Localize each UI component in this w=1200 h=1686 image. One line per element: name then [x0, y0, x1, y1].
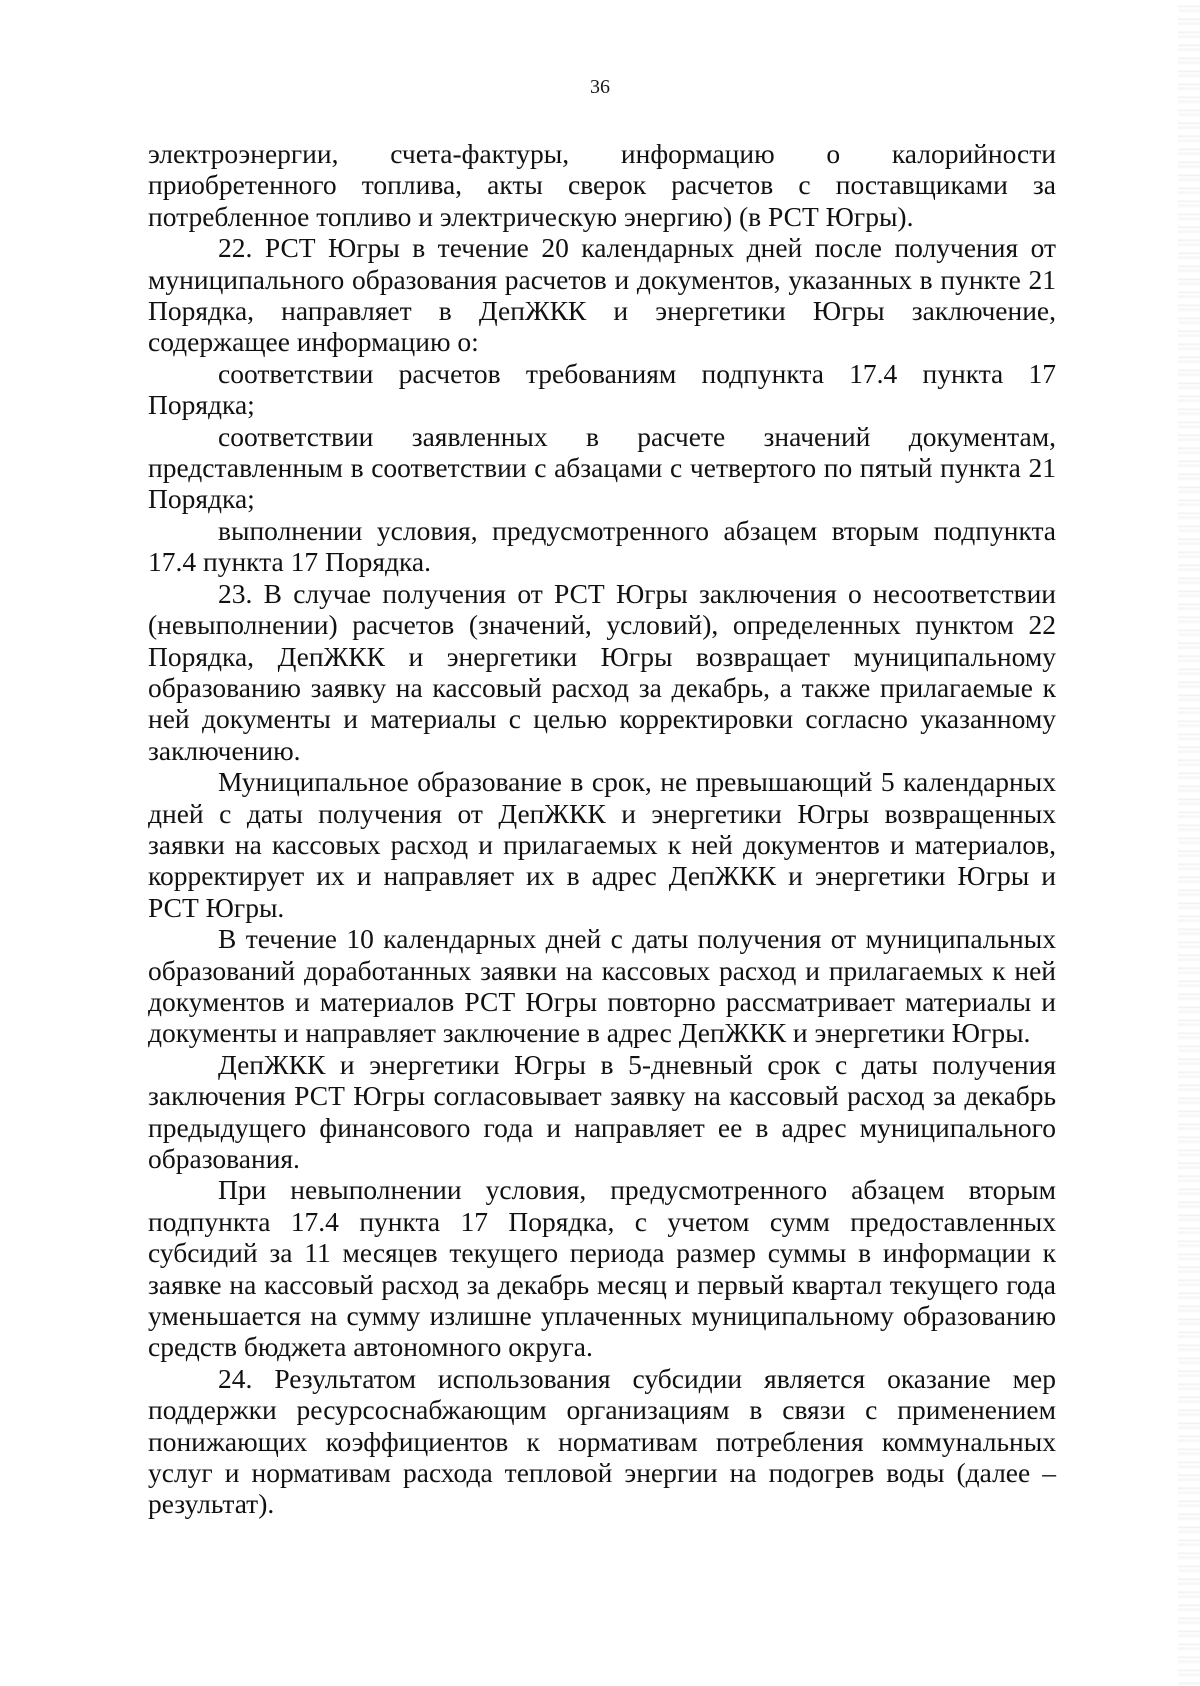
- paragraph-repeat-review: В течение 10 календарных дней с даты получения от муниципальных образований доработанных заявки на кассовых расход и прилагаемых к ней документов и материалов РСТ Югры повторно рассматривает материалы и документы и направляет заключение в адрес ДепЖКК и энергетики Югры.: [148, 923, 1056, 1049]
- page-number: 36: [590, 76, 610, 98]
- paragraph-conformity-values: соответствии заявленных в расчете значений документам, представленным в соответствии с абзацами с четвертого по пятый пункта 21 Порядка;: [148, 420, 1056, 515]
- paragraph-approval: ДепЖКК и энергетики Югры в 5-дневный срок с даты получения заключения РСТ Югры согласовывает заявку на кассовый расход за декабрь предыдущего финансового года и направляет ее в адрес муниципального образования.: [148, 1048, 1056, 1174]
- scan-edge: [1178, 0, 1200, 1686]
- paragraph-conformity-calculations: соответствии расчетов требованиям подпункта 17.4 пункта 17 Порядка;: [148, 357, 1056, 421]
- paragraph-continuation: электроэнергии, счета-фактуры, информацию о калорийности приобретенного топлива, акты сверок расчетов с поставщиками за потребленное топливо и электрическую энергию) (в РСТ Югры).: [148, 138, 1056, 232]
- paragraph-item-23: 23. В случае получения от РСТ Югры заключения о несоответствии (невыполнении) расчетов (значений, условий), определенных пунктом 22 Порядка, ДепЖКК и энергетики Югры возвращает муниципальному образованию заявку на кассовый расход за декабрь, а также прилагаемые к ней документы и материалы с целью корректировки согласно указанному заключению.: [148, 577, 1056, 766]
- paragraph-item-24: 24. Результатом использования субсидии является оказание мер поддержки ресурсоснабжающим организациям в связи с применением понижающих коэффициентов к нормативам потребления коммунальных услуг и нормативам расхода тепловой энергии на подогрев воды (далее – результат).: [148, 1362, 1056, 1520]
- paragraph-condition-fulfillment: выполнении условия, предусмотренного абзацем вторым подпункта 17.4 пункта 17 Порядка.: [148, 514, 1056, 578]
- paragraph-item-22: 22. РСТ Югры в течение 20 календарных дней после получения от муниципального образования расчетов и документов, указанных в пункте 21 Порядка, направляет в ДепЖКК и энергетики Югры заключение, содержащее информацию о:: [148, 232, 1056, 358]
- paragraph-nonfulfillment: При невыполнении условия, предусмотренного абзацем вторым подпункта 17.4 пункта 17 Порядка, с учетом сумм предоставленных субсидий за 11 месяцев текущего периода размер суммы в информации к заявке на кассовый расход за декабрь месяц и первый квартал текущего года уменьшается на сумму излишне уплаченных муниципальному образованию средств бюджета автономного округа.: [148, 1174, 1056, 1363]
- paragraph-municipal-correction: Муниципальное образование в срок, не превышающий 5 календарных дней с даты получения от ДепЖКК и энергетики Югры возвращенных заявки на кассовых расход и прилагаемых к ней документов и материалов, корректирует их и направляет их в адрес ДепЖКК и энергетики Югры и РСТ Югры.: [148, 766, 1056, 923]
- document-body: [148, 138, 1056, 1520]
